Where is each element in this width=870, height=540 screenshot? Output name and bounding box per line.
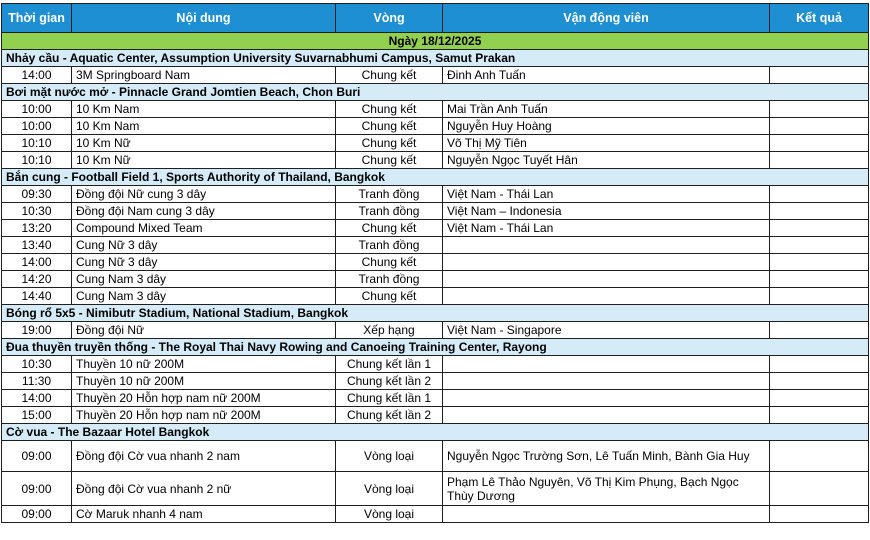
cell-result	[770, 472, 869, 506]
cell-round: Chung kết	[336, 254, 443, 271]
cell-event: Đồng đội Cờ vua nhanh 2 nữ	[72, 472, 336, 506]
cell-result	[770, 118, 869, 135]
cell-round: Vòng loại	[336, 506, 443, 523]
cell-event: 10 Km Nữ	[72, 152, 336, 169]
cell-event: 10 Km Nữ	[72, 135, 336, 152]
cell-result	[770, 356, 869, 373]
cell-time: 13:20	[2, 220, 72, 237]
cell-round: Chung kết	[336, 152, 443, 169]
cell-result	[770, 322, 869, 339]
cell-result	[770, 101, 869, 118]
header-result: Kết quả	[770, 4, 869, 33]
cell-event: Đồng đội Cờ vua nhanh 2 nam	[72, 441, 336, 472]
cell-time: 14:20	[2, 271, 72, 288]
cell-athletes	[443, 288, 770, 305]
cell-time: 14:00	[2, 254, 72, 271]
section-title: Bắn cung - Football Field 1, Sports Authority of Thailand, Bangkok	[2, 169, 869, 186]
table-row	[2, 288, 869, 305]
cell-round: Chung kết lần 2	[336, 407, 443, 424]
cell-time: 19:00	[2, 322, 72, 339]
cell-event: 10 Km Nam	[72, 101, 336, 118]
header-event: Nội dung	[72, 4, 336, 33]
cell-round: Chung kết	[336, 220, 443, 237]
cell-round: Chung kết	[336, 135, 443, 152]
section-title: Bóng rổ 5x5 - Nimibutr Stadium, National Stadium, Bangkok	[2, 305, 869, 322]
cell-round: Chung kết	[336, 101, 443, 118]
section-title: Cờ vua - The Bazaar Hotel Bangkok	[2, 424, 869, 441]
cell-athletes: Việt Nam - Thái Lan	[443, 186, 770, 203]
cell-result	[770, 506, 869, 523]
cell-result	[770, 271, 869, 288]
cell-athletes	[443, 356, 770, 373]
cell-result	[770, 67, 869, 84]
table-row	[2, 390, 869, 407]
cell-round: Chung kết lần 1	[336, 356, 443, 373]
cell-event: Cung Nữ 3 dây	[72, 254, 336, 271]
cell-round: Chung kết lần 2	[336, 373, 443, 390]
cell-athletes	[443, 506, 770, 523]
section-row	[2, 305, 869, 322]
table-row	[2, 135, 869, 152]
header-round: Vòng	[336, 4, 443, 33]
table-row	[2, 271, 869, 288]
cell-athletes: Nguyễn Huy Hoàng	[443, 118, 770, 135]
cell-athletes	[443, 254, 770, 271]
cell-time: 13:40	[2, 237, 72, 254]
cell-round: Tranh đồng	[336, 186, 443, 203]
cell-athletes	[443, 407, 770, 424]
table-row	[2, 237, 869, 254]
table-row	[2, 67, 869, 84]
cell-round: Tranh đồng	[336, 203, 443, 220]
table-row	[2, 152, 869, 169]
cell-result	[770, 373, 869, 390]
cell-event: Đồng đội Nữ	[72, 322, 336, 339]
cell-round: Tranh đồng	[336, 237, 443, 254]
cell-result	[770, 135, 869, 152]
cell-time: 09:00	[2, 506, 72, 523]
section-row	[2, 339, 869, 356]
cell-time: 10:10	[2, 135, 72, 152]
cell-time: 10:00	[2, 118, 72, 135]
date-label: Ngày 18/12/2025	[2, 33, 869, 50]
cell-athletes: Việt Nam - Thái Lan	[443, 220, 770, 237]
cell-time: 10:10	[2, 152, 72, 169]
cell-time: 11:30	[2, 373, 72, 390]
cell-result	[770, 288, 869, 305]
table-row	[2, 186, 869, 203]
cell-round: Xếp hạng	[336, 322, 443, 339]
cell-result	[770, 152, 869, 169]
table-row	[2, 203, 869, 220]
table-row	[2, 356, 869, 373]
section-row	[2, 84, 869, 101]
table-row	[2, 118, 869, 135]
cell-athletes	[443, 271, 770, 288]
section-title: Đua thuyền truyền thống - The Royal Thai Navy Rowing and Canoeing Training Center, Rayong	[2, 339, 869, 356]
section-row	[2, 50, 869, 67]
cell-event: 3M Springboard Nam	[72, 67, 336, 84]
cell-event: Đồng đội Nam cung 3 dây	[72, 203, 336, 220]
cell-time: 09:00	[2, 441, 72, 472]
cell-event: Cờ Maruk nhanh 4 nam	[72, 506, 336, 523]
section-title: Nhảy cầu - Aquatic Center, Assumption University Suvarnabhumi Campus, Samut Prakan	[2, 50, 869, 67]
cell-event: Cung Nữ 3 dây	[72, 237, 336, 254]
section-row	[2, 424, 869, 441]
cell-event: Thuyền 10 nữ 200M	[72, 356, 336, 373]
cell-round: Tranh đồng	[336, 271, 443, 288]
cell-round: Chung kết	[336, 118, 443, 135]
section-row	[2, 169, 869, 186]
cell-round: Vòng loại	[336, 472, 443, 506]
cell-athletes	[443, 237, 770, 254]
cell-event: 10 Km Nam	[72, 118, 336, 135]
cell-round: Chung kết	[336, 288, 443, 305]
cell-athletes: Việt Nam – Indonesia	[443, 203, 770, 220]
table-row	[2, 101, 869, 118]
cell-time: 14:00	[2, 390, 72, 407]
cell-result	[770, 390, 869, 407]
cell-time: 14:00	[2, 67, 72, 84]
cell-time: 09:30	[2, 186, 72, 203]
cell-time: 15:00	[2, 407, 72, 424]
cell-result	[770, 441, 869, 472]
table-row	[2, 373, 869, 390]
table-row	[2, 441, 869, 472]
cell-event: Cung Nam 3 dây	[72, 288, 336, 305]
table-row	[2, 472, 869, 506]
cell-athletes: Nguyễn Ngọc Tuyết Hân	[443, 152, 770, 169]
table-row	[2, 220, 869, 237]
cell-event: Cung Nam 3 dây	[72, 271, 336, 288]
cell-event: Thuyền 20 Hỗn hợp nam nữ 200M	[72, 407, 336, 424]
header-time: Thời gian	[2, 4, 72, 33]
cell-result	[770, 407, 869, 424]
cell-time: 10:00	[2, 101, 72, 118]
cell-result	[770, 203, 869, 220]
cell-athletes: Phạm Lê Thảo Nguyên, Võ Thị Kim Phụng, Bạch Ngọc Thùy Dương	[443, 472, 770, 506]
section-title: Bơi mặt nước mở - Pinnacle Grand Jomtien Beach, Chon Buri	[2, 84, 869, 101]
schedule-body	[2, 33, 869, 523]
table-row	[2, 506, 869, 523]
cell-time: 10:30	[2, 356, 72, 373]
cell-athletes	[443, 373, 770, 390]
header-athletes: Vận động viên	[443, 4, 770, 33]
cell-result	[770, 254, 869, 271]
cell-result	[770, 186, 869, 203]
cell-time: 14:40	[2, 288, 72, 305]
cell-round: Vòng loại	[336, 441, 443, 472]
cell-event: Thuyền 20 Hỗn hợp nam nữ 200M	[72, 390, 336, 407]
header-row	[2, 4, 869, 33]
cell-time: 10:30	[2, 203, 72, 220]
cell-athletes: Đinh Anh Tuấn	[443, 67, 770, 84]
cell-time: 09:00	[2, 472, 72, 506]
table-row	[2, 254, 869, 271]
cell-event: Thuyền 10 nữ 200M	[72, 373, 336, 390]
date-row	[2, 33, 869, 50]
cell-athletes: Nguyễn Ngọc Trường Sơn, Lê Tuấn Minh, Bành Gia Huy	[443, 441, 770, 472]
schedule-table	[1, 3, 869, 523]
table-row	[2, 407, 869, 424]
cell-athletes: Việt Nam - Singapore	[443, 322, 770, 339]
cell-event: Compound Mixed Team	[72, 220, 336, 237]
cell-result	[770, 220, 869, 237]
cell-result	[770, 237, 869, 254]
cell-round: Chung kết lần 1	[336, 390, 443, 407]
cell-round: Chung kết	[336, 67, 443, 84]
cell-athletes	[443, 390, 770, 407]
table-row	[2, 322, 869, 339]
cell-athletes: Võ Thị Mỹ Tiên	[443, 135, 770, 152]
cell-event: Đồng đội Nữ cung 3 dây	[72, 186, 336, 203]
cell-athletes: Mai Trần Anh Tuấn	[443, 101, 770, 118]
